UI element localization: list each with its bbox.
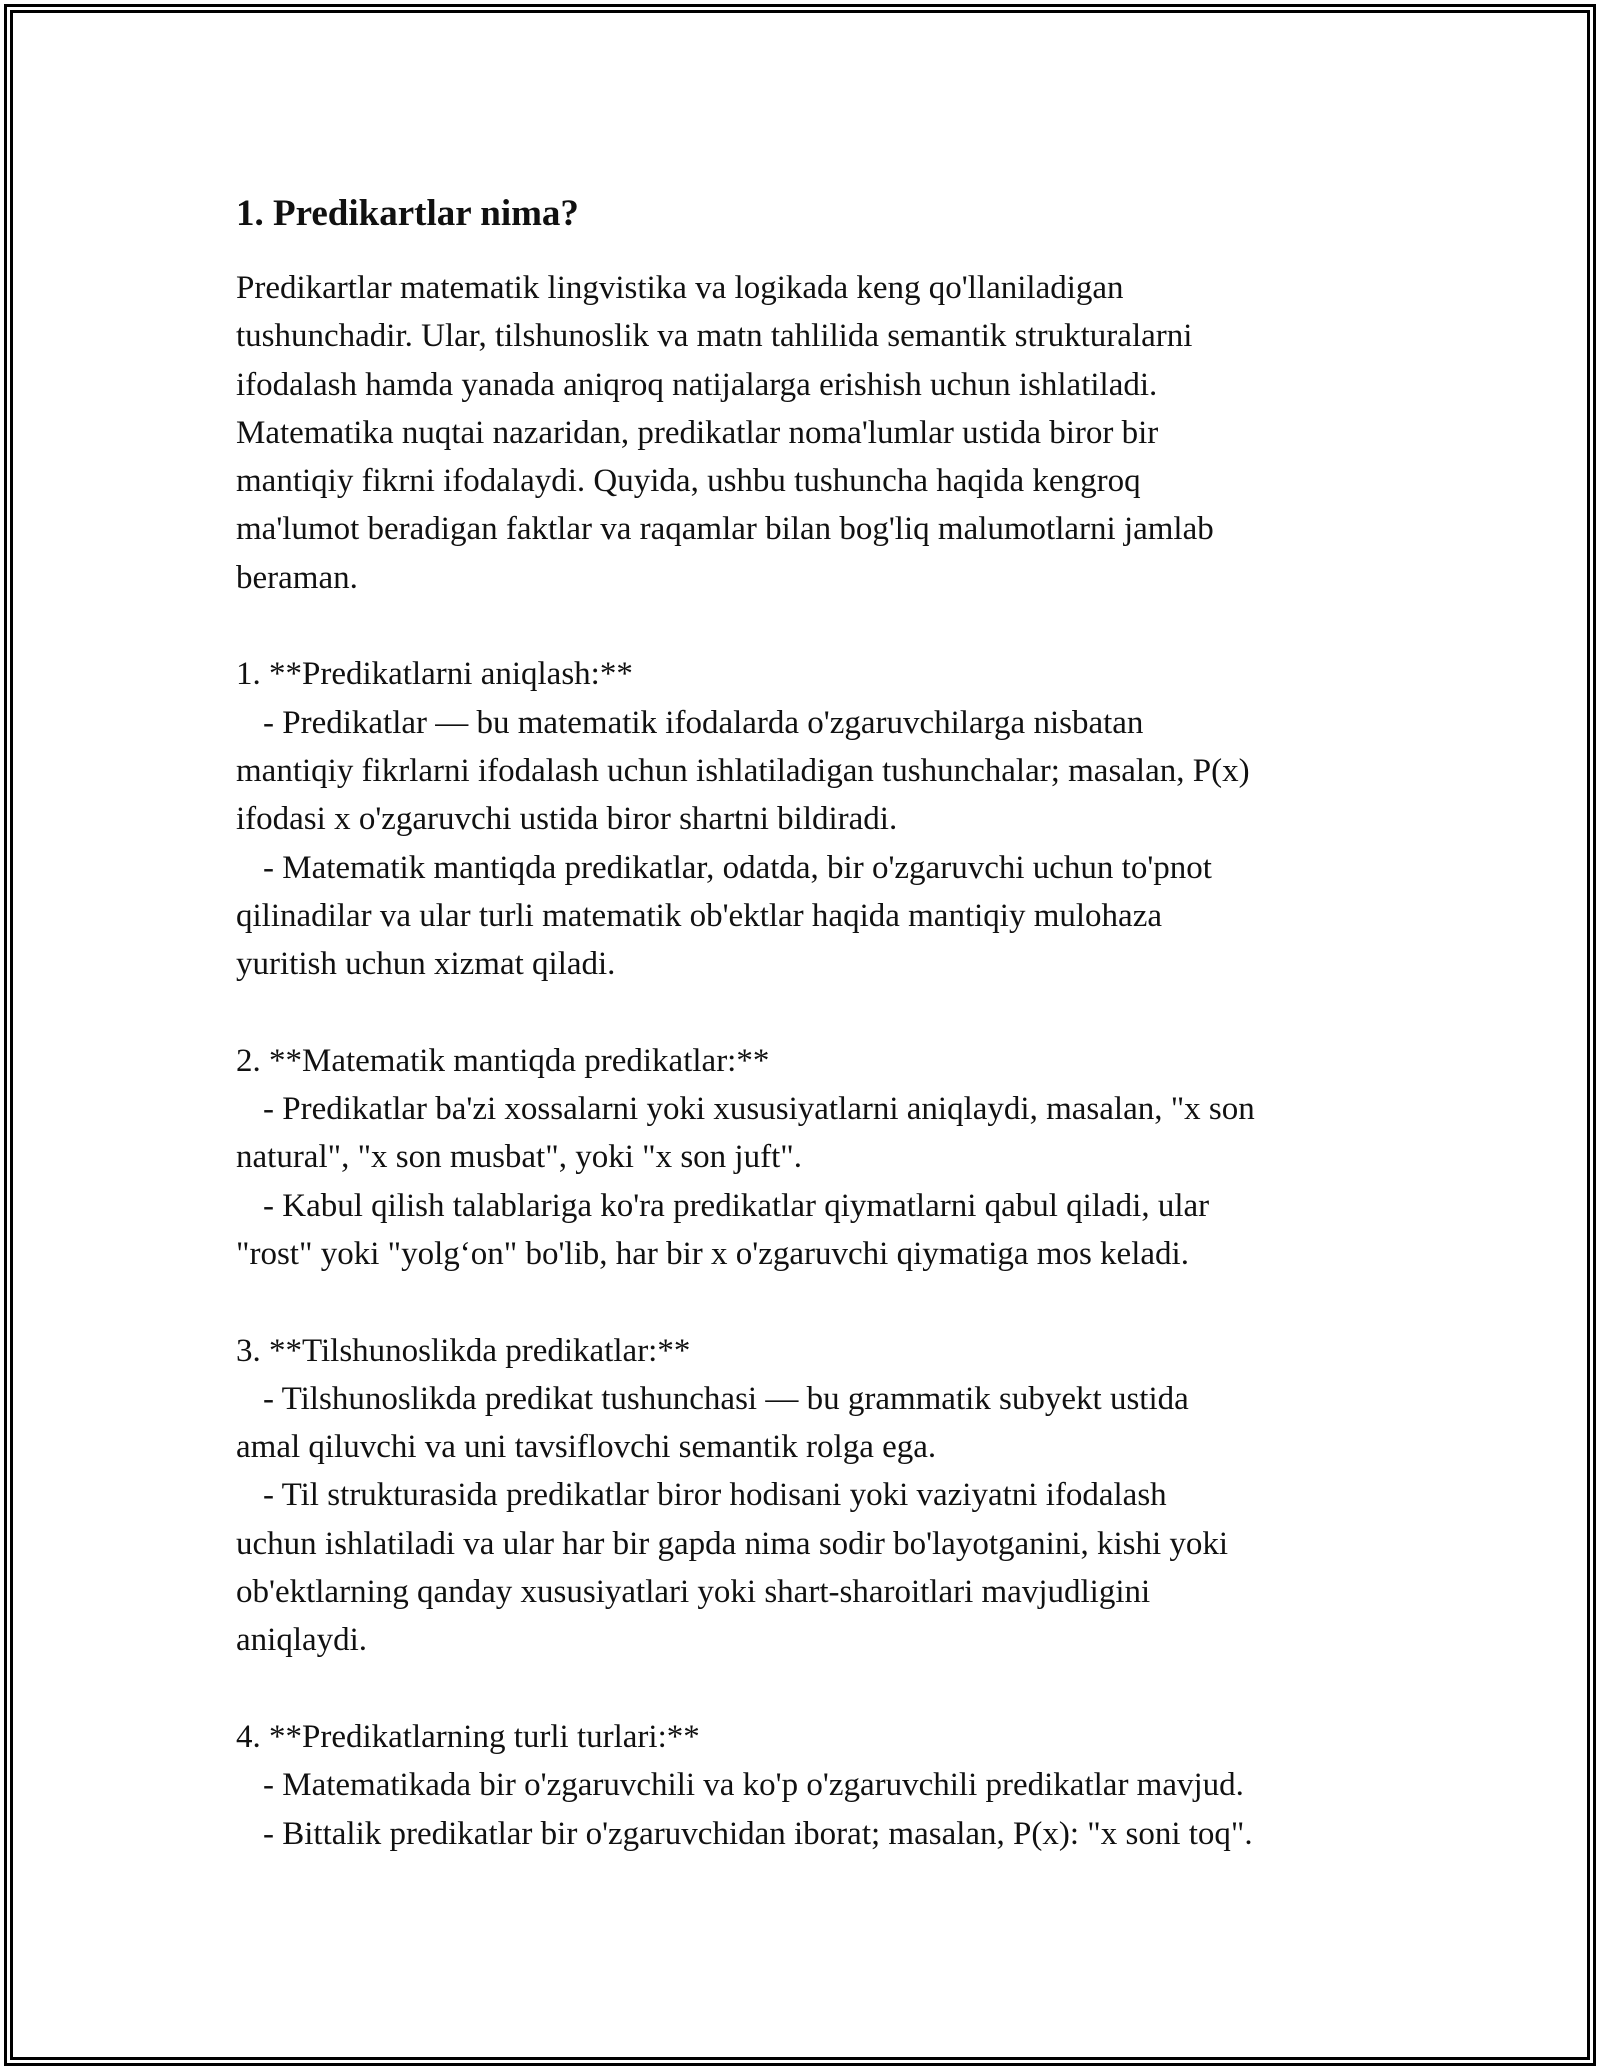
section-heading: 4. **Predikatlarning turli turlari:** <box>236 1718 700 1755</box>
section-bullet: - Matematikada bir o'zgaruvchili va ko'p o'zgaruvchili predikatlar mavjud. <box>263 1767 1244 1804</box>
document-title: 1. Predikartlar nima? <box>236 193 579 234</box>
spacer <box>236 1665 1386 1713</box>
document-body <box>236 190 1386 1858</box>
intro-paragraph: Predikartlar matematik lingvistika va logikada keng qo'llaniladigan tushunchadir. Ular, tilshunoslik va matn tahlilida semantik strukturalarni ifodalash hamda yanada aniqroq natijalarga erishish uchun ishlatiladi. Matematika nuqtai nazaridan, predikatlar noma'lumlar ustida biror bir mantiqiy fikrni ifodalaydi. Quyida, ushbu tushuncha haqida kengroq ma'lumot beradigan faktlar va raqamlar bilan bog'liq malumotlarni jamlab beraman. <box>236 270 1214 596</box>
section-4 <box>236 1713 1386 1858</box>
section-bullet: - Matematik mantiqda predikatlar, odatda, bir o'zgaruvchi uchun to'pnot qilinadilar va ular turli matematik ob'ektlar haqida mantiqiy mulohaza yuritish uchun xizmat qiladi. <box>236 849 1212 983</box>
spacer <box>236 1278 1386 1326</box>
spacer <box>236 602 1386 650</box>
section-heading: 3. **Tilshunoslikda predikatlar:** <box>236 1332 691 1369</box>
spacer <box>236 988 1386 1036</box>
section-heading: 2. **Matematik mantiqda predikatlar:** <box>236 1042 770 1079</box>
section-bullet: - Til strukturasida predikatlar biror hodisani yoki vaziyatni ifodalash uchun ishlatiladi va ular har bir gapda nima sodir bo'layotganini, kishi yoki ob'ektlarning qanday xususiyatlari yoki shart-sharoitlari mavjudligini aniqlaydi. <box>236 1477 1229 1659</box>
section-2 <box>236 1037 1386 1278</box>
section-bullet: - Bittalik predikatlar bir o'zgaruvchidan iborat; masalan, P(x): "x soni toq". <box>263 1815 1253 1852</box>
section-bullet: - Kabul qilish talablariga ko'ra predikatlar qiymatlarni qabul qiladi, ular "rost" yoki "yolg‘on" bo'lib, har bir x o'zgaruvchi qiymatiga mos keladi. <box>236 1187 1210 1272</box>
section-bullet: - Predikatlar — bu matematik ifodalarda o'zgaruvchilarga nisbatan mantiqiy fikrlarni ifodalash uchun ishlatiladigan tushunchalar; masalan, P(x) ifodasi x o'zgaruvchi ustida biror shartni bildiradi. <box>236 704 1250 838</box>
section-bullet: - Predikatlar ba'zi xossalarni yoki xususiyatlarni aniqlaydi, masalan, "x son natural", "x son musbat", yoki "x son juft". <box>236 1091 1255 1176</box>
section-3 <box>236 1327 1386 1665</box>
section-bullet: - Tilshunoslikda predikat tushunchasi — bu grammatik subyekt ustida amal qiluvchi va uni tavsiflovchi semantik rolga ega. <box>236 1380 1189 1466</box>
section-heading: 1. **Predikatlarni aniqlash:** <box>236 656 633 693</box>
section-1 <box>236 650 1386 988</box>
